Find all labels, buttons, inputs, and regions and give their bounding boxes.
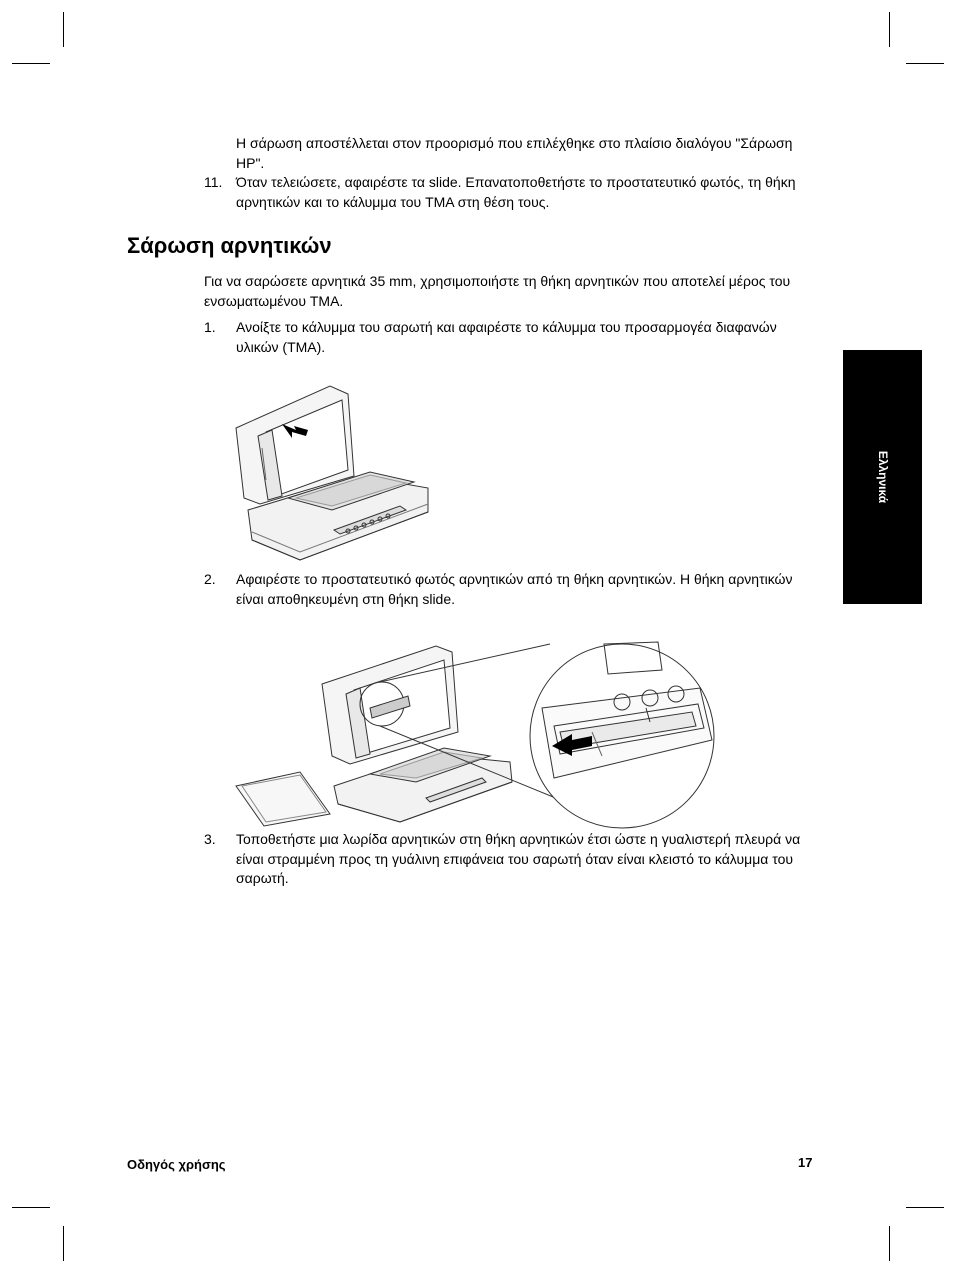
step-2-number: 2. <box>204 571 216 587</box>
step-1-number: 1. <box>204 319 216 335</box>
crop-mark <box>906 1207 944 1208</box>
scanner-remove-tma-cover-icon <box>230 380 440 570</box>
footer-page-number: 17 <box>798 1155 813 1170</box>
step-3-number: 3. <box>204 831 216 847</box>
step-1-text: Ανοίξτε το κάλυμμα του σαρωτή και αφαιρέστε το κάλυμμα του προσαρμογέα διαφανών υλικών (TMA). <box>236 319 777 355</box>
crop-mark <box>906 63 944 64</box>
side-tab-label: Ελληνικά <box>875 450 890 504</box>
scanner-remove-negative-light-shield-icon <box>230 636 720 826</box>
step-11-text: Όταν τελειώσετε, αφαιρέστε τα slide. Επανατοποθετήστε το προστατευτικό φωτός, τη θήκη αρνητικών και το κάλυμμα του TMA στη θέση τους. <box>236 174 796 210</box>
crop-mark <box>63 12 64 47</box>
crop-mark <box>889 12 890 47</box>
crop-mark <box>12 1207 50 1208</box>
language-side-tab <box>843 350 922 604</box>
crop-mark <box>12 63 50 64</box>
section-title: Σάρωση αρνητικών <box>127 233 332 258</box>
step-2-text: Αφαιρέστε το προστατευτικό φωτός αρνητικών από τη θήκη αρνητικών. Η θήκη αρνητικών είναι αποθηκευμένη στη θήκη slide. <box>236 571 793 607</box>
step-3-text: Τοποθετήστε μια λωρίδα αρνητικών στη θήκη αρνητικών έτσι ώστε η γυαλιστερή πλευρά να είναι στραμμένη προς τη γυάλινη επιφάνεια του σαρωτή όταν είναι κλειστό το κάλυμμα του σαρωτή. <box>236 831 801 886</box>
crop-mark <box>889 1226 890 1261</box>
footer-guide-title: Οδηγός χρήσης <box>127 1157 226 1172</box>
intro-continuation-text: Η σάρωση αποστέλλεται στον προορισμό που επιλέχθηκε στο πλαίσιο διαλόγου "Σάρωση HP". <box>236 135 793 171</box>
step-11-number: 11. <box>204 174 223 190</box>
section-intro: Για να σαρώσετε αρνητικά 35 mm, χρησιμοποιήστε τη θήκη αρνητικών που αποτελεί μέρος του ενσωματωμένου TMA. <box>204 273 791 309</box>
crop-mark <box>63 1226 64 1261</box>
